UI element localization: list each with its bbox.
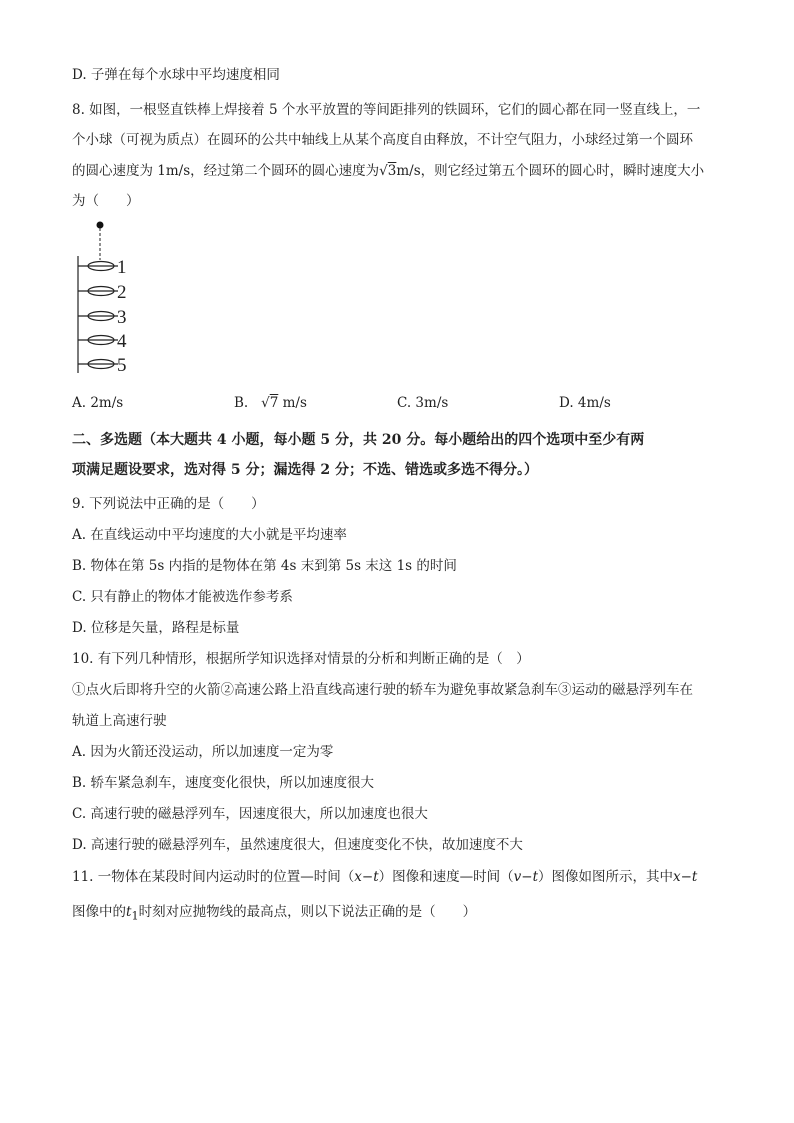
ring-rod-figure [68,218,148,378]
q8-option-a: A. 2m/s [72,395,124,411]
q8-stem-line2: 个小球（可视为质点）在圆环的公共中轴线上从某个高度自由释放，不计空气阻力，小球经过第一个圆环 [72,132,693,148]
ring-2 [78,287,118,296]
q10-option-d: D. 高速行驶的磁悬浮列车，虽然速度很大，但速度变化不快，故加速度不大 [72,837,523,853]
q8-stem-line4: 为（ ） [72,193,140,209]
q7-option-d: D. 子弹在每个水球中平均速度相同 [72,67,280,83]
q10-option-b: B. 轿车紧急刹车，速度变化很快，所以加速度很大 [72,775,375,791]
ring-3 [78,312,118,321]
sqrt-symbol: √ [379,163,388,179]
q11-text-e: 时刻对应抛物线的最高点，则以下说法正确的是（ ） [138,904,477,920]
section2-title-line1: 二、多选题（本大题共 4 小题，每小题 5 分，共 20 分。每小题给出的四个选项中至少有两 [72,432,645,448]
ring-label-1: 1 [117,257,127,278]
q11-stem-line2 [72,902,734,927]
ring-label-5: 5 [117,355,127,376]
q11-text-a: 11. 一物体在某段时间内运动时的位置—时间（ [72,869,355,885]
ring-5 [78,360,118,369]
q8-option-b-prefix: B. [234,395,249,411]
q8-option-b [234,395,307,411]
q10-option-a: A. 因为火箭还没运动，所以加速度一定为零 [72,744,334,760]
q8-stem-line3 [72,161,734,181]
q11-vt-symbol: v−t [513,869,538,885]
q11-text-b: ）图像和速度—时间（ [378,869,514,885]
ball-dot [97,222,104,229]
q8-option-b-unit: m/s [278,395,307,411]
q11-stem-line1 [72,867,734,887]
q9-option-b: B. 物体在第 5s 内指的是物体在第 4s 末到第 5s 末这 1s 的时间 [72,558,457,574]
q11-t1-symbol: t [126,904,132,920]
q8-text-a: 的圆心速度为 1m/s，经过第二个圆环的圆心速度为 [72,163,380,179]
q8-option-b-radicand: 7 [269,395,279,411]
q11-xt-symbol: x−t [354,869,379,885]
ring-rod-diagram [68,218,148,378]
q9-option-a: A. 在直线运动中平均速度的大小就是平均速率 [72,527,347,543]
q9-option-d: D. 位移是矢量，路程是标量 [72,620,240,636]
q11-t1-subscript: 1 [131,909,139,923]
q8-option-d: D. 4m/s [559,395,611,411]
q10-option-c: C. 高速行驶的磁悬浮列车，因速度很大，所以加速度也很大 [72,806,428,822]
q11-text-c: ）图像如图所示，其中 [538,869,673,885]
q11-text-d: 图像中的 [72,904,126,920]
ring-4 [78,336,118,345]
ring-label-2: 2 [117,282,127,303]
q10-stem: 10. 有下列几种情形，根据所学知识选择对情景的分析和判断正确的是（ ） [72,651,530,667]
ring-label-4: 4 [117,331,127,352]
ring-1 [78,262,118,271]
q8-option-c: C. 3m/s [397,395,449,411]
q10-scenario-line1: ①点火后即将升空的火箭②高速公路上沿直线高速行驶的轿车为避免事故紧急刹车③运动的磁悬浮列车在 [72,682,693,698]
ring-label-3: 3 [117,307,127,328]
q9-stem: 9. 下列说法中正确的是（ ） [72,496,265,512]
q11-xt-symbol-2: x−t [673,869,698,885]
q8-stem-line1: 8. 如图，一根竖直铁棒上焊接着 5 个水平放置的等间距排列的铁圆环，它们的圆心都在同一竖直线上，一 [72,102,701,118]
q8-option-b-sqrt: √ [261,395,270,411]
q10-scenario-line2: 轨道上高速行驶 [72,713,167,729]
section2-title-line2: 项满足题设要求，选对得 5 分；漏选得 2 分；不选、错选或多选不得分。） [72,462,538,478]
q8-text-b: m/s，则它经过第五个圆环的圆心时，瞬时速度大小 [396,163,705,179]
q8-options [72,395,752,415]
sqrt-radicand: 3 [387,163,397,179]
q9-option-c: C. 只有静止的物体才能被选作参考系 [72,589,293,605]
